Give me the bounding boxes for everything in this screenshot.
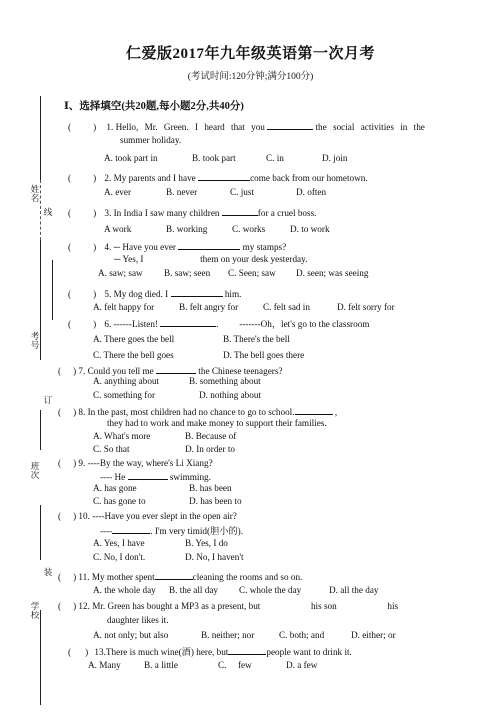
name-underline	[52, 260, 53, 320]
question-5: ( ) 5. My dog died. I him.	[68, 289, 242, 299]
question-8-continuation: they had to work and make money to support their families.	[107, 418, 327, 428]
question-8-options-row1: A. What's more B. Because of	[93, 431, 237, 441]
question-9: ( ) 9. ----By the way, where's Li Xiang?	[58, 458, 213, 468]
answer-blank[interactable]	[171, 287, 223, 297]
question-11: ( ) 11. My mother spent cleaning the rooms and so on.	[58, 572, 303, 582]
question-12-options: A. not only; but also B. neither; nor C. both; and D. either; or	[93, 630, 396, 640]
question-10: ( ) 10. ----Have you ever slept in the open air?	[58, 511, 237, 521]
question-13-options: A. Many B. a little C. few D. a few	[88, 660, 318, 670]
question-12: ( ) 12. Mr. Green has bought a MP3 as a present, but his son his	[58, 601, 399, 611]
exam-number-label: 考号	[30, 331, 40, 350]
question-10-options-row2: C. No, I don't. D. No, I haven't	[93, 552, 244, 562]
question-4: ( ) 4. ─ Have you ever my stamps?	[68, 242, 287, 252]
school-label: 学校	[30, 601, 40, 620]
margin-line	[40, 96, 41, 180]
answer-blank[interactable]	[198, 171, 250, 181]
zhuang-label: 装	[43, 567, 53, 577]
margin-dash	[40, 180, 41, 240]
question-11-options: A. the whole day B. the all day C. whole the day D. all the day	[93, 585, 379, 595]
question-5-options: A. felt happy for B. felt angry for C. felt sad in D. felt sorry for	[93, 302, 395, 312]
question-9-options-row2: C. has gone to D. has been to	[93, 496, 242, 506]
question-6-options-row1: A. There goes the bell B. There's the bell	[93, 334, 290, 344]
question-2: ( ) 2. My parents and I have come back from our hometown.	[68, 173, 368, 183]
question-1-continuation: summer holiday.	[120, 135, 182, 145]
question-7-options-row1: A. anything about B. something about	[93, 376, 261, 386]
question-10-options-row1: A. Yes, I have B. Yes, I do	[93, 538, 228, 548]
answer-blank[interactable]	[228, 645, 266, 655]
question-3: ( ) 3. In India I saw many children for a cruel boss.	[68, 208, 317, 218]
question-4-options: A. saw; saw B. saw; seen C. Seen; saw D. seen; was seeing	[98, 268, 369, 278]
question-3-options: A work B. working C. works D. to work	[104, 224, 330, 234]
question-1-options: A. took part in B. took part C. in D. join	[104, 153, 348, 163]
question-10-line2: ---- . I'm very timid(胆小的).	[100, 526, 243, 536]
question-9-options-row1: A. has gone B. has been	[93, 483, 232, 493]
answer-blank[interactable]	[160, 317, 216, 327]
question-8: ( ) 8. In the past, most children had no chance to go to school. ,	[58, 407, 338, 417]
question-6-options-row2: C. There the bell goes D. The bell goes there	[93, 350, 305, 360]
question-7-options-row2: C. something for D. nothing about	[93, 390, 262, 400]
answer-blank[interactable]	[295, 405, 333, 415]
margin-line	[40, 410, 41, 450]
question-6: ( ) 6. ------Listen! . -------Oh，let's go to the classroom	[68, 319, 370, 329]
name-label: 姓名	[30, 184, 40, 203]
section-heading: Ⅰ、选择填空(共20题,每小题2分,共40分)	[64, 101, 244, 112]
answer-blank[interactable]	[178, 240, 240, 250]
answer-blank[interactable]	[156, 364, 196, 374]
margin-line	[40, 610, 41, 705]
question-8-options-row2: C. So that D. In order to	[93, 444, 236, 454]
answer-blank[interactable]	[128, 470, 168, 480]
margin-line	[40, 240, 41, 360]
ding-label: 订	[43, 395, 53, 405]
page-title: 仁爱版2017年九年级英语第一次月考	[125, 46, 375, 62]
question-2-options: A. ever B. never C. just D. often	[104, 187, 327, 197]
question-13: ( ) 13.There is much wine(酒) here, but people want to drink it.	[68, 647, 352, 657]
question-7: ( ) 7. Could you tell me the Chinese teenagers?	[58, 366, 283, 376]
question-1: ( ) 1. Hello, Mr. Green. I heard that you the social activities in the	[68, 122, 425, 132]
answer-blank[interactable]	[222, 206, 258, 216]
answer-blank[interactable]	[155, 570, 193, 580]
answer-blank[interactable]	[112, 524, 150, 534]
line-label: 线	[43, 207, 53, 217]
question-9-line2: ---- He swimming.	[100, 472, 211, 482]
class-label: 班次	[30, 461, 40, 480]
page-subtitle: (考试时间:120分钟;满分100分)	[187, 72, 314, 82]
answer-blank[interactable]	[267, 120, 313, 130]
question-4-line2: ─ Yes, I them on your desk yesterday.	[114, 254, 308, 264]
margin-line	[40, 505, 41, 560]
question-12-continuation: daughter likes it.	[107, 615, 169, 625]
